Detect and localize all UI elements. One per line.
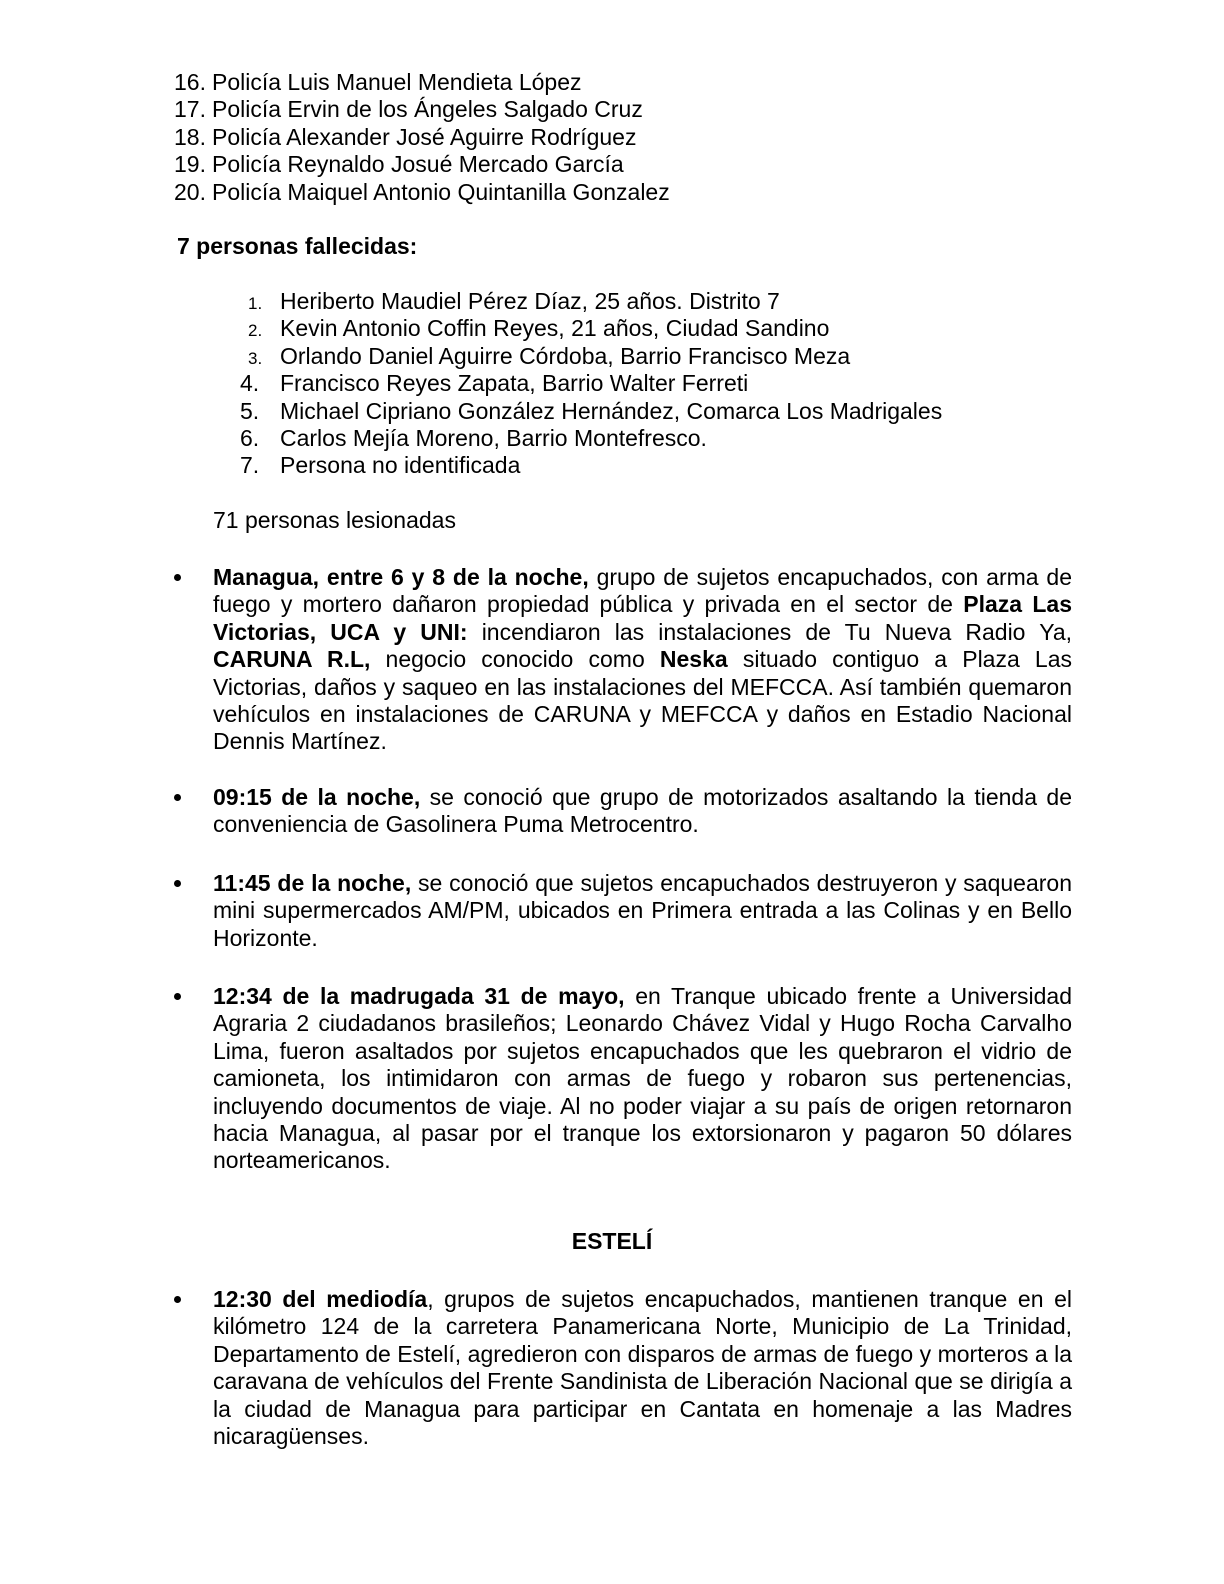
list-number: 18.	[174, 123, 206, 150]
body-text: , grupos de sujetos encapuchados, mantienen tranque en el kilómetro 124 de la carretera Panamericana Norte, Municipio de La Trinidad, Departamento de Estelí, agredieron con disparos de armas de fuego y morteros a la caravana de vehículos del Frente Sandinista de Liberación Nacional que se dirigía a la ciudad de Managua para participar en Cantata en homenaje a las Madres nicaragüenses.	[213, 1286, 1072, 1450]
body-text: se conoció que sujetos encapuchados destruyeron y saquearon mini supermercados AM/PM, ubicados en Primera entrada a las Colinas y en Bello Horizonte.	[213, 870, 1073, 951]
list-number: 20.	[174, 178, 206, 205]
list-number: 19.	[174, 151, 206, 178]
list-item-text: Policía Luis Manuel Mendieta López	[212, 69, 582, 95]
bold-text: CARUNA R.L,	[213, 646, 371, 673]
body-text: se conoció que grupo de motorizados asaltando la tienda de conveniencia de Gasolinera Puma Metrocentro.	[213, 784, 1073, 838]
bullet-icon	[174, 794, 181, 801]
list-item-text: Carlos Mejía Moreno, Barrio Montefresco.	[280, 424, 707, 451]
bullet-icon	[174, 993, 181, 1000]
section-heading: ESTELÍ	[571, 1228, 653, 1254]
list-item-text: Policía Ervin de los Ángeles Salgado Cruz	[212, 96, 643, 123]
deceased-heading: 7 personas fallecidas:	[177, 233, 418, 259]
bullet-text	[213, 870, 1072, 952]
body-text: incendiaron las instalaciones de Tu Nueva Radio Ya,	[467, 618, 1073, 645]
list-item-text: Michael Cipriano González Hernández, Comarca Los Madrigales	[280, 397, 943, 424]
injured-count: 71 personas lesionadas	[213, 507, 456, 533]
list-item	[174, 179, 1074, 206]
list-number: 2.	[248, 321, 263, 341]
list-item	[240, 452, 1040, 479]
list-number: 4.	[240, 370, 260, 397]
body-text: situado contiguo a Plaza Las Victorias, daños y saqueo en las instalaciones del MEFCCA. Así también quemaron vehículos en instalaciones de CARUNA y MEFCCA y daños en Estadio Nacional Dennis Martínez.	[213, 646, 1072, 755]
list-number: 1.	[248, 294, 263, 313]
bullet-text	[213, 784, 1072, 839]
list-item	[240, 315, 1040, 342]
bold-text: 11:45 de la noche,	[213, 870, 412, 896]
deceased-list	[240, 288, 1040, 480]
list-item-text: Persona no identificada	[280, 452, 521, 479]
list-item	[174, 96, 1074, 123]
list-number: 17.	[174, 96, 206, 123]
bullet-text	[213, 983, 1072, 1175]
bullet-text	[213, 1286, 1072, 1450]
list-item	[240, 370, 1040, 397]
bold-text: Managua, entre 6 y 8 de la noche,	[213, 564, 589, 590]
list-item	[174, 151, 1074, 178]
list-number: 5.	[240, 397, 260, 424]
bullet-text	[213, 564, 1072, 756]
list-item-text: Policía Alexander José Aguirre Rodríguez	[212, 123, 637, 150]
list-item-text: Orlando Daniel Aguirre Córdoba, Barrio Francisco Meza	[280, 342, 851, 369]
body-text: grupo de sujetos encapuchados, con arma de fuego y mortero dañaron propiedad pública y privada en el sector de	[213, 564, 1072, 618]
list-item-text: Kevin Antonio Coffin Reyes, 21 años, Ciudad Sandino	[280, 315, 830, 342]
list-item-text: Policía Maiquel Antonio Quintanilla Gonzalez	[212, 178, 670, 205]
bullet-icon	[174, 1296, 181, 1303]
bold-text: 09:15 de la noche,	[213, 784, 421, 810]
bullet-icon	[174, 574, 181, 581]
bold-text: 12:34 de la madrugada 31 de mayo,	[213, 983, 625, 1009]
body-text: en Tranque ubicado frente a Universidad Agraria 2 ciudadanos brasileños; Leonardo Chávez Vidal y Hugo Rocha Carvalho Lima, fueron asaltados por sujetos encapuchados que les quebraron el vidrio de camioneta, los intimidaron con armas de fuego y robaron sus pertenencias, incluyendo documentos de viaje. Al no poder viajar a su país de origen retornaron hacia Managua, al pasar por el tranque los extorsionaron y pagaron 50 dólares norteamericanos.	[213, 983, 1072, 1174]
list-item-text: Heriberto Maudiel Pérez Díaz, 25 años. Distrito 7	[280, 288, 780, 314]
list-item	[240, 343, 1040, 370]
bold-text: Neska	[659, 646, 728, 673]
list-item-text: Francisco Reyes Zapata, Barrio Walter Ferreti	[280, 370, 749, 397]
list-item	[240, 398, 1040, 425]
list-number: 3.	[248, 348, 263, 368]
bullet-icon	[174, 880, 181, 887]
police-list	[174, 69, 1074, 206]
list-item	[174, 69, 1074, 96]
list-number: 16.	[174, 69, 206, 95]
bold-text: 12:30 del mediodía	[213, 1286, 428, 1312]
list-item	[240, 425, 1040, 452]
bold-text: Plaza Las Victorias, UCA y UNI:	[213, 591, 1073, 645]
list-item	[174, 124, 1074, 151]
list-number: 6.	[240, 424, 260, 451]
list-item	[240, 288, 1040, 315]
list-item-text: Policía Reynaldo Josué Mercado García	[212, 151, 624, 178]
list-number: 7.	[240, 452, 260, 479]
body-text: negocio conocido como	[370, 646, 660, 673]
